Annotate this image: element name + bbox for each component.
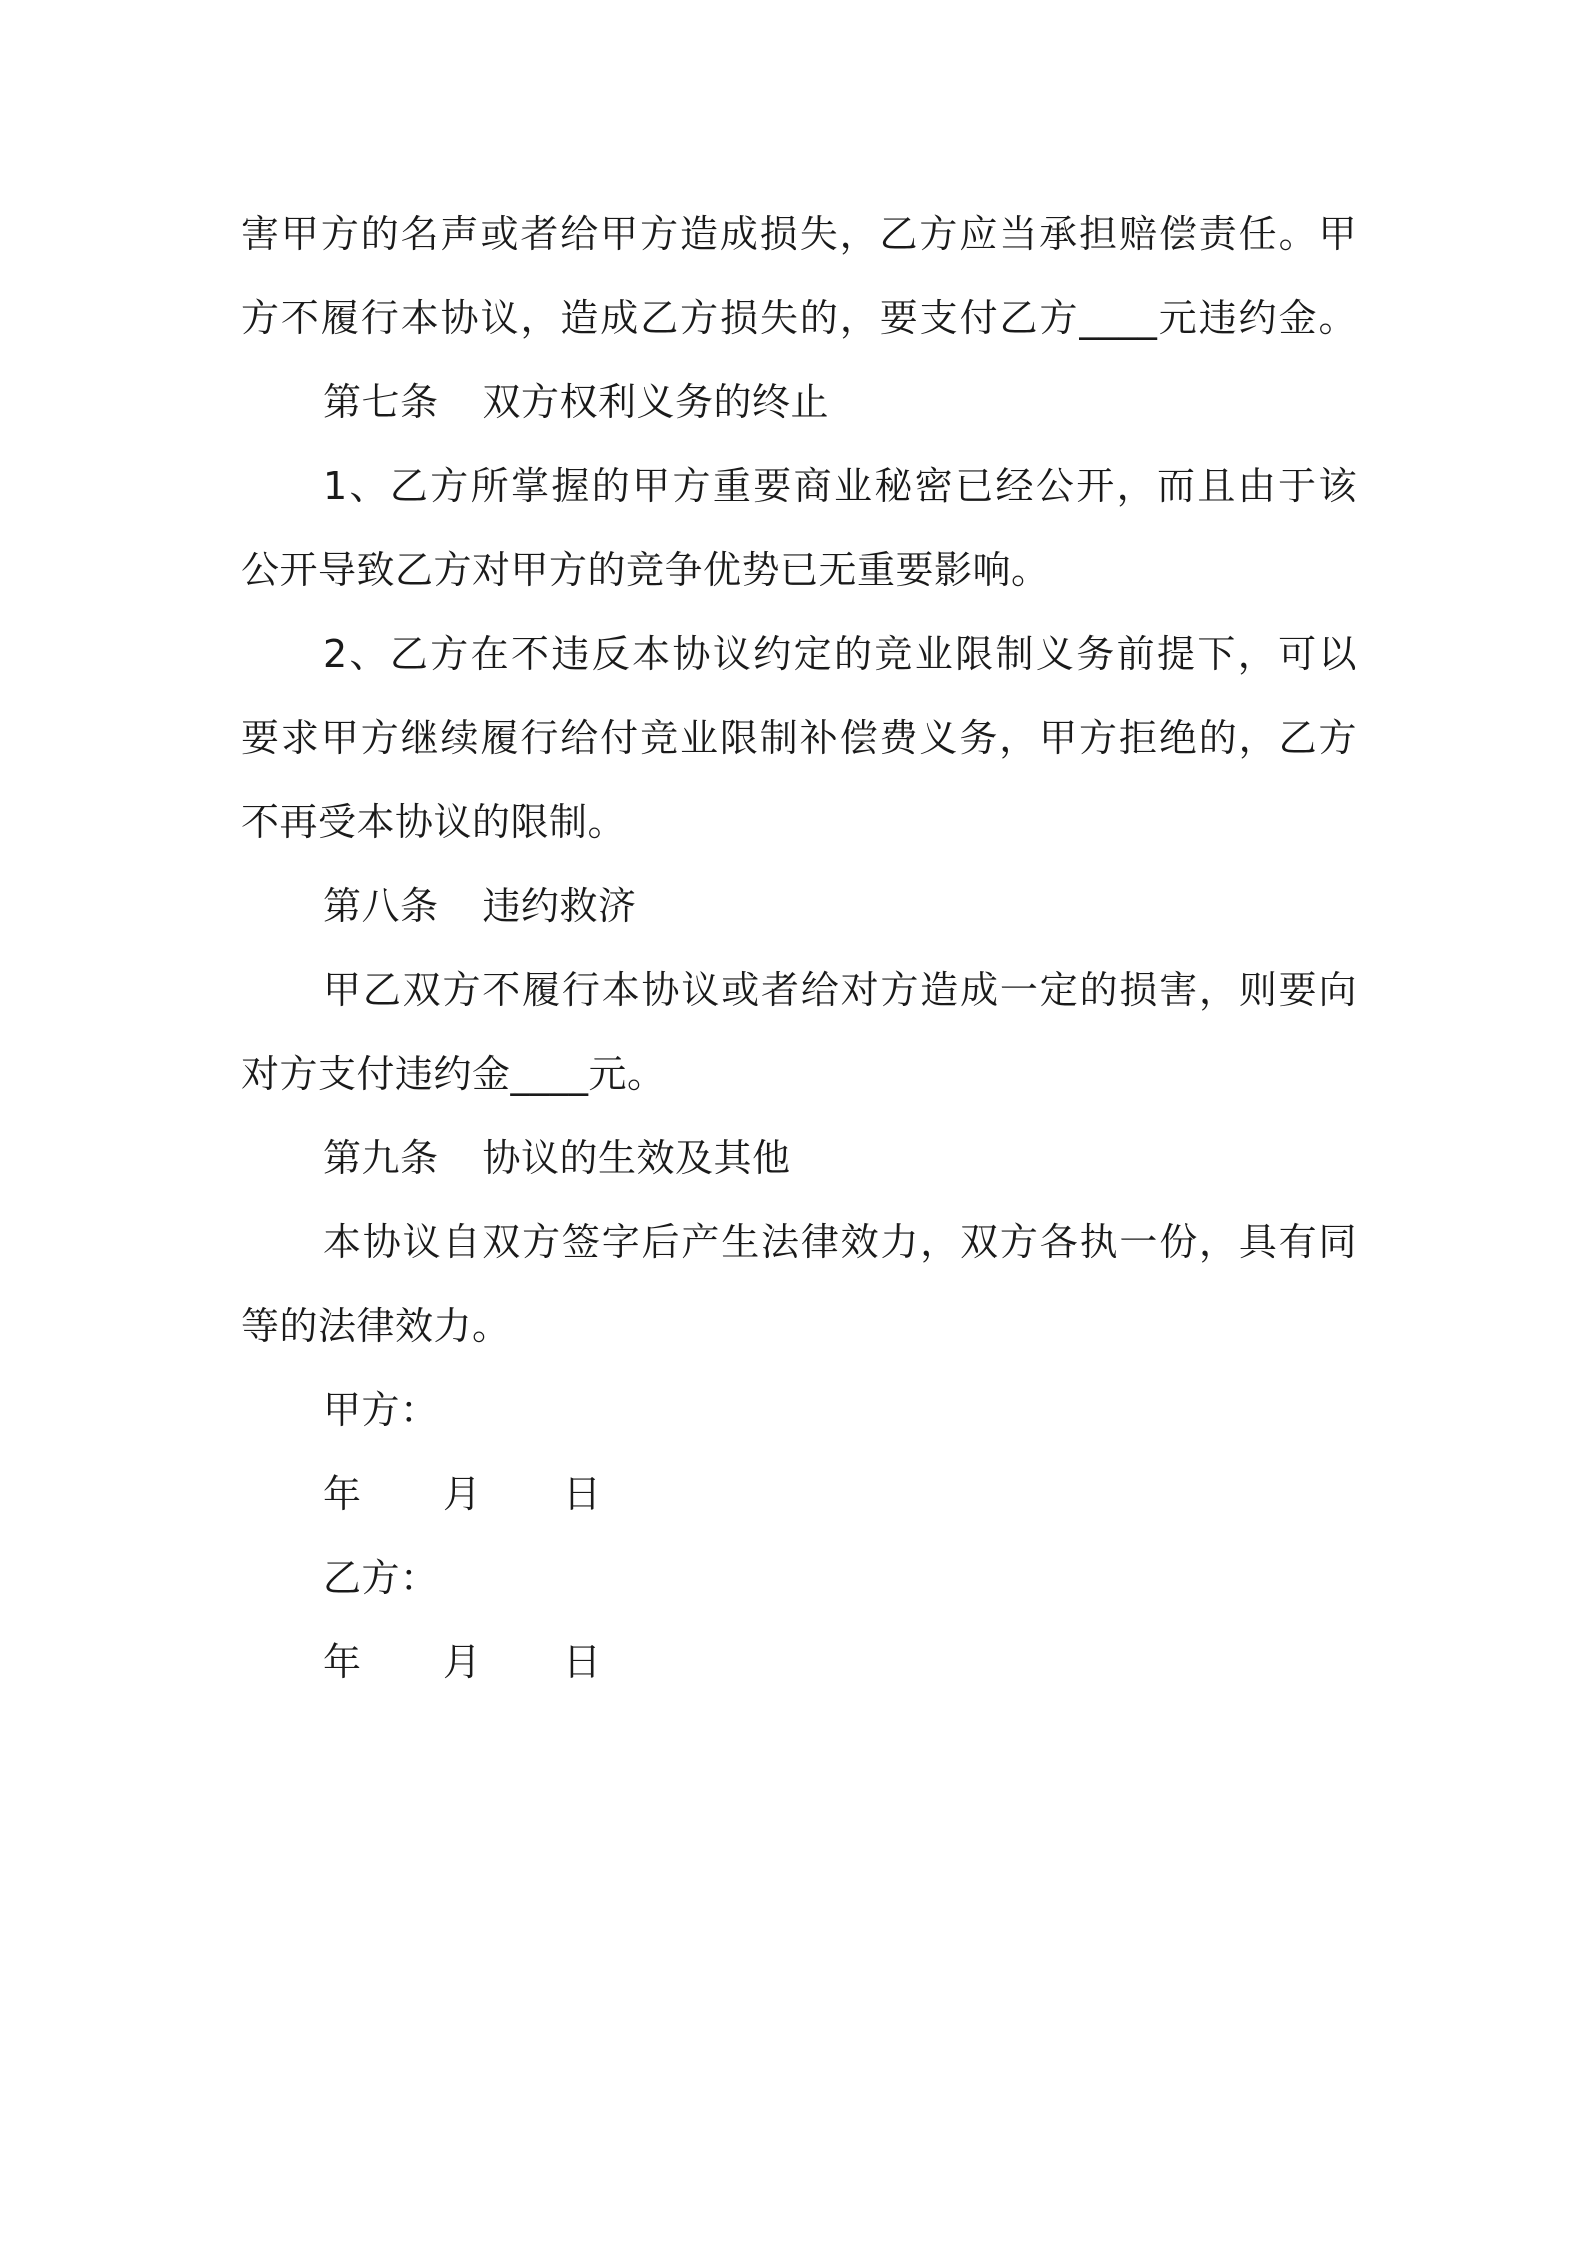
date-year-label: 年 <box>323 1472 362 1516</box>
date-month-label: 月 <box>443 1472 482 1516</box>
date-month-label: 月 <box>443 1640 482 1684</box>
article-heading <box>241 1116 1357 1200</box>
text-line: 不再受本协议的限制。 <box>241 800 627 844</box>
article-title: 双方权利义务的终止 <box>482 380 830 424</box>
text-line: 2、乙方在不违反本协议约定的竞业限制义务前提下，可以 <box>323 632 1357 676</box>
text-line: 方不履行本协议，造成乙方损失的，要支付乙方____元违约金。 <box>241 296 1357 340</box>
article-heading <box>241 360 1357 444</box>
text-line: 等的法律效力。 <box>241 1304 511 1348</box>
date-row <box>241 1620 1357 1704</box>
article-number: 第七条 <box>323 380 439 424</box>
text-line: 害甲方的名声或者给甲方造成损失，乙方应当承担赔偿责任。甲 <box>241 212 1357 256</box>
article-heading <box>241 864 1357 948</box>
article-number: 第八条 <box>323 884 439 928</box>
document-body <box>241 192 1357 1704</box>
party-b-label: 乙方： <box>323 1556 439 1600</box>
date-day-label: 日 <box>563 1472 602 1516</box>
article-title: 协议的生效及其他 <box>482 1136 791 1180</box>
text-line: 甲乙双方不履行本协议或者给对方造成一定的损害，则要向 <box>323 968 1357 1012</box>
party-a-label: 甲方： <box>323 1388 439 1432</box>
date-year-label: 年 <box>323 1640 362 1684</box>
date-day-label: 日 <box>563 1640 602 1684</box>
text-line: 对方支付违约金____元。 <box>241 1052 666 1096</box>
text-line: 公开导致乙方对甲方的竞争优势已无重要影响。 <box>241 548 1050 592</box>
text-line: 要求甲方继续履行给付竞业限制补偿费义务，甲方拒绝的，乙方 <box>241 716 1357 760</box>
date-row <box>241 1452 1357 1536</box>
article-number: 第九条 <box>323 1136 439 1180</box>
article-title: 违约救济 <box>482 884 637 928</box>
text-line: 1、乙方所掌握的甲方重要商业秘密已经公开，而且由于该 <box>323 464 1357 508</box>
text-line: 本协议自双方签字后产生法律效力，双方各执一份，具有同 <box>323 1220 1357 1264</box>
